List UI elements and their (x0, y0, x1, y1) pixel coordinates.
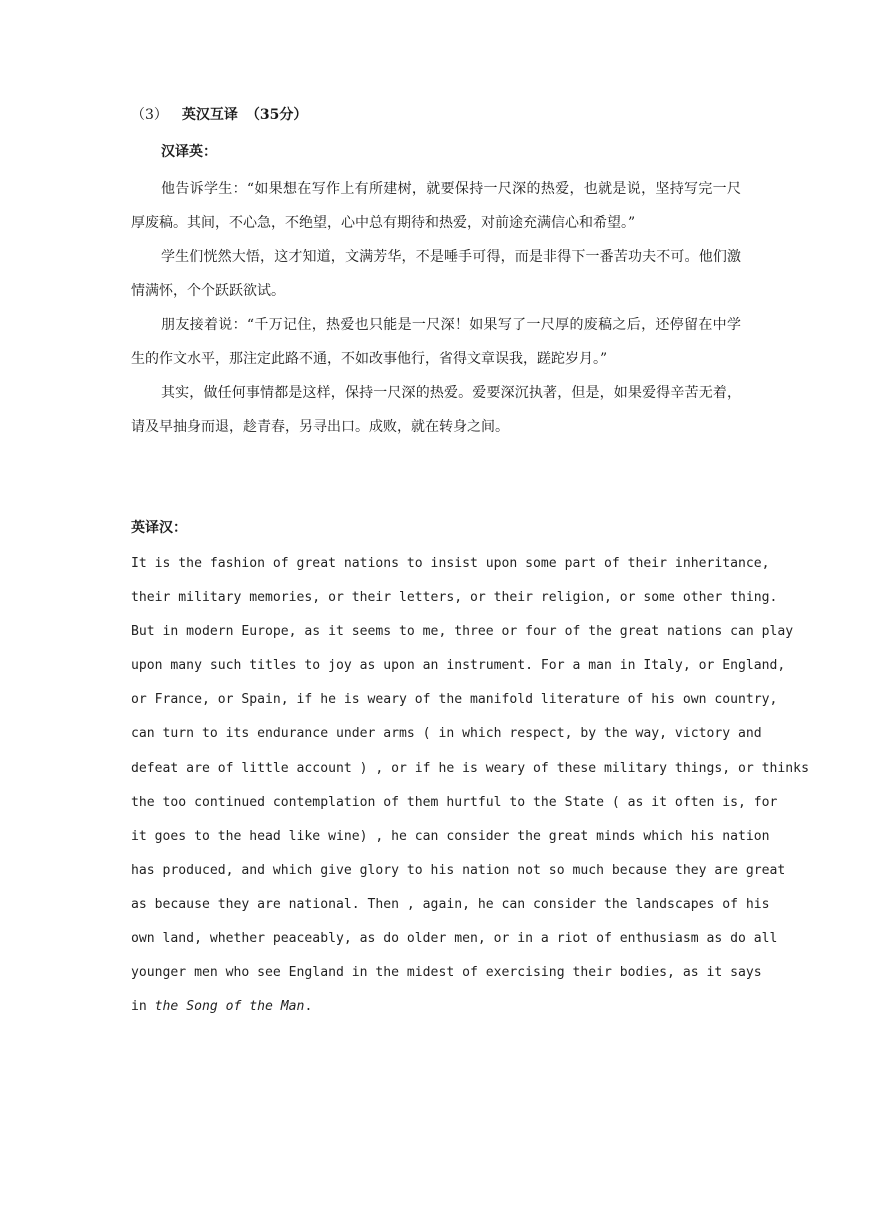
english-last-line (131, 990, 737, 1024)
english-line: as because they are national. Then , again, he can consider the landscapes of his (131, 896, 770, 912)
last-line-suffix: . (304, 999, 313, 1015)
english-line: younger men who see England in the midest of exercising their bodies, as it says (131, 965, 762, 981)
english-line: can turn to its endurance under arms ( in which respect, by the way, victory and (131, 726, 762, 742)
chinese-to-english-heading: 汉译英： (161, 144, 217, 160)
english-line: own land, whether peaceably, as do older men, or in a riot of enthusiasm as do all (131, 931, 778, 947)
english-line: the too continued contemplation of them hurtful to the State ( as it often is, for (131, 794, 778, 810)
english-line: defeat are of little account ) , or if he is weary of these military things, or thinks (131, 760, 809, 776)
english-line: has produced, and which give glory to his nation not so much because they are great (131, 862, 786, 878)
english-line: It is the fashion of great nations to insist upon some part of their inheritance, (131, 556, 770, 571)
english-line: their military memories, or their letters, or their religion, or some other thing. (131, 590, 778, 606)
section-title: 英汉互译 (181, 107, 238, 123)
section-number: （3） (131, 107, 168, 123)
chinese-paragraph: 朋友接着说：“千万记住，热爱也只能是一尺深！如果写了一尺厚的废稿之后，还停留在中学生的作文水平，那注定此路不通，不如改事他行，省得文章误我，蹉跎岁月。” (131, 317, 741, 367)
chinese-paragraph: 学生们恍然大悟，这才知道，文满芳华，不是唾手可得，而是非得下一番苦功夫不可。他们激情满怀，个个跃跃欲试。 (131, 249, 741, 299)
chinese-paragraph: 他告诉学生：“如果想在写作上有所建树，就要保持一尺深的热爱，也就是说，坚持写完一尺厚废稿。其间，不心急，不绝望，心中总有期待和热爱，对前途充满信心和希望。” (131, 181, 741, 231)
english-to-chinese-heading: 英译汉： (131, 520, 187, 536)
english-line: it goes to the head like wine) , he can consider the great minds which his nation (131, 828, 770, 844)
chinese-passage (131, 172, 741, 444)
english-passage (131, 547, 809, 1024)
chinese-paragraph: 其实，做任何事情都是这样，保持一尺深的热爱。爱要深沉执著，但是，如果爱得辛苦无着，请及早抽身而退，趁青春，另寻出口。成败，就在转身之间。 (131, 385, 741, 435)
section-heading (131, 104, 307, 126)
english-line: upon many such titles to joy as upon an instrument. For a man in Italy, or England, (131, 658, 786, 674)
song-title: the Song of the Man (154, 999, 305, 1015)
english-line: or France, or Spain, if he is weary of the manifold literature of his own country, (131, 692, 778, 708)
last-line-prefix: in (131, 999, 155, 1015)
english-line: But in modern Europe, as it seems to me, three or four of the great nations can play (131, 624, 794, 640)
section-score: （35分） (245, 107, 308, 123)
